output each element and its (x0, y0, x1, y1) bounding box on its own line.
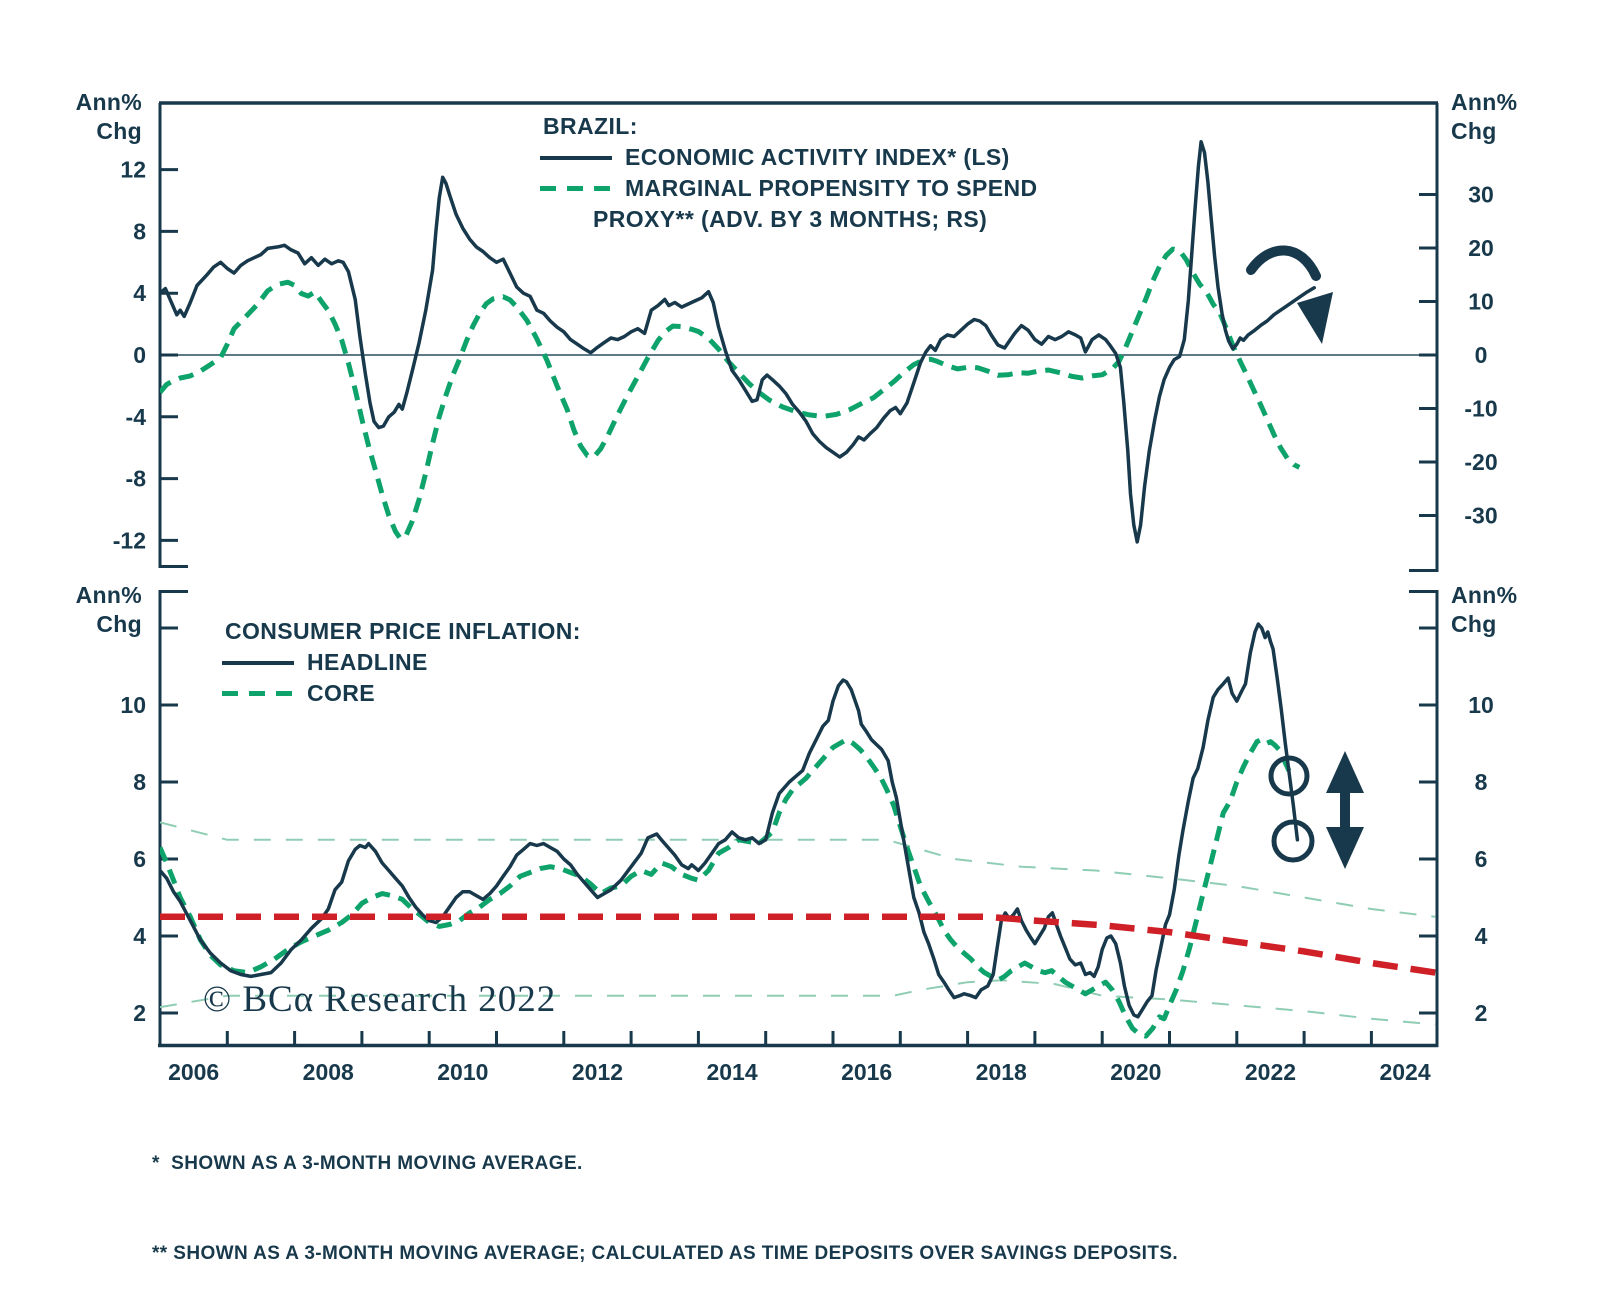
top-legend-row-mps (540, 173, 1038, 204)
bottom-right-tick-label: 8 (1474, 769, 1488, 795)
x-axis-year-label: 2012 (571, 1059, 624, 1085)
dashed-line-sample-icon (540, 186, 612, 191)
bottom-left-tick-label: 8 (133, 769, 146, 795)
bottom-right-tick-label: 4 (1474, 923, 1488, 949)
x-axis-year-label: 2016 (841, 1059, 893, 1085)
bottom-legend-row-headline (222, 647, 581, 678)
risk-arrow-down-head-icon (1326, 827, 1364, 869)
curved-down-arrow-head-icon (1297, 292, 1333, 344)
top-legend-series2-label: MARGINAL PROPENSITY TO SPEND (625, 175, 1038, 201)
top-right-tick-label: 30 (1468, 181, 1494, 208)
series-inflation-target (160, 917, 1435, 973)
axis-unit-line1: Ann% (1451, 582, 1518, 608)
top-left-tick-label: 8 (133, 218, 146, 245)
axis-unit-line1: Ann% (75, 89, 142, 115)
top-left-tick-label: -4 (125, 403, 146, 430)
top-left-tick-label: 4 (133, 280, 146, 307)
bottom-legend-series2-label: CORE (307, 680, 376, 706)
bottom-right-axis-unit (1451, 581, 1531, 639)
bottom-right-tick-label: 6 (1474, 846, 1488, 872)
x-axis-year-label: 2008 (302, 1059, 354, 1085)
top-left-tick-label: 0 (133, 342, 146, 368)
solid-line-sample-icon (222, 661, 294, 665)
axis-unit-line2: Chg (96, 118, 142, 144)
bottom-left-tick-label: 4 (133, 923, 146, 949)
top-legend-row-activity (540, 142, 1038, 173)
bottom-left-tick-label: 10 (120, 692, 146, 718)
top-left-axis-unit (70, 88, 142, 146)
top-right-tick-label: -20 (1464, 449, 1498, 475)
top-right-tick-label: 20 (1468, 235, 1494, 261)
risk-arrow-up-head-icon (1326, 751, 1364, 793)
footnote-2: ** SHOWN AS A 3-MONTH MOVING AVERAGE; CALCULATED AS TIME DEPOSITS OVER SAVINGS DEPOSITS. (152, 1243, 1179, 1264)
axis-unit-line2: Chg (96, 611, 142, 637)
x-axis-year-label: 2018 (975, 1059, 1027, 1085)
x-axis-year-label: 2020 (1110, 1059, 1162, 1085)
bottom-legend (222, 616, 581, 709)
axis-unit-line2: Chg (1451, 611, 1497, 637)
bottom-legend-series1-label: HEADLINE (307, 649, 428, 675)
top-left-tick-label: -8 (125, 465, 146, 492)
footnote-1: * SHOWN AS A 3-MONTH MOVING AVERAGE. (152, 1153, 583, 1174)
bottom-right-tick-label: 10 (1468, 692, 1494, 718)
axis-unit-line1: Ann% (1451, 89, 1518, 115)
axis-unit-line2: Chg (1451, 118, 1497, 144)
circle-latest-headline-icon (1274, 822, 1312, 860)
bottom-legend-row-core (222, 678, 581, 709)
series-marginal-propensity-to-spend-proxy-adv-by-3-months-rs (160, 249, 1299, 538)
top-right-tick-label: 0 (1474, 342, 1488, 368)
x-axis-year-label: 2010 (437, 1059, 489, 1085)
x-axis-year-label: 2024 (1379, 1059, 1431, 1085)
top-legend-series2-label-line2: PROXY** (ADV. BY 3 MONTHS; RS) (593, 206, 988, 232)
x-axis-year-label: 2022 (1244, 1059, 1297, 1085)
curved-down-arrow-icon (1251, 250, 1316, 276)
bottom-left-tick-label: 2 (133, 1000, 146, 1026)
top-right-tick-label: 10 (1468, 288, 1494, 315)
solid-line-sample-icon (540, 156, 612, 160)
top-right-axis-unit (1451, 88, 1531, 146)
top-right-tick-label: -10 (1464, 395, 1498, 422)
series-target-band-upper (160, 822, 1435, 916)
dashed-line-sample-icon (222, 691, 294, 696)
footnotes (152, 1089, 1178, 1299)
top-legend-title: BRAZIL: (543, 113, 638, 139)
top-legend-series1-label: ECONOMIC ACTIVITY INDEX* (LS) (625, 144, 1010, 170)
top-left-tick-label: 12 (120, 156, 146, 183)
top-legend (540, 111, 1038, 235)
copyright-watermark: © BCα Research 2022 (203, 979, 557, 1020)
bottom-left-axis-unit (70, 581, 142, 639)
risk-arrow-shaft-icon (1340, 789, 1350, 831)
x-axis-year-label: 2006 (168, 1059, 220, 1085)
bottom-left-tick-label: 6 (133, 846, 146, 872)
axis-unit-line1: Ann% (75, 582, 142, 608)
top-left-tick-label: -12 (112, 527, 146, 554)
top-right-tick-label: -30 (1464, 502, 1498, 529)
bottom-legend-title: CONSUMER PRICE INFLATION: (225, 618, 581, 644)
bottom-right-tick-label: 2 (1474, 1000, 1488, 1026)
x-axis-year-label: 2014 (706, 1059, 758, 1085)
